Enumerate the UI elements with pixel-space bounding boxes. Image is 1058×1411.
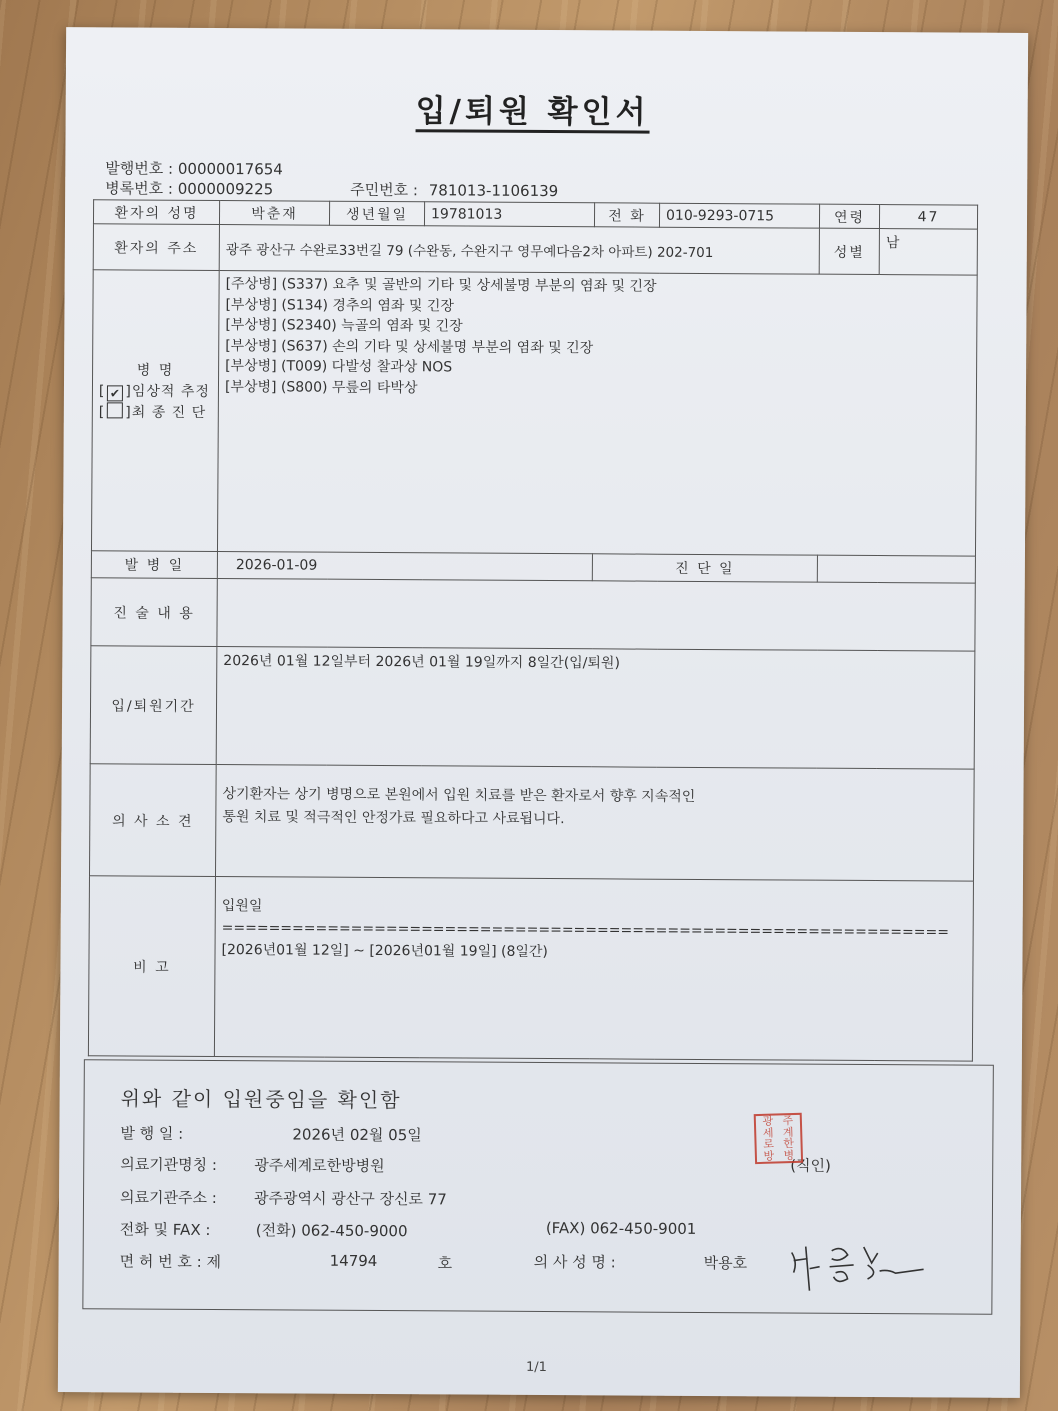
- opinion-line: 통원 치료 및 적극적인 안정가료 필요하다고 사료됩니다.: [222, 809, 565, 828]
- sex-label: 성별: [819, 228, 879, 274]
- age-label: 연령: [819, 204, 879, 228]
- issue-number-value: 00000017654: [177, 159, 283, 179]
- diagnosis-label-cell: [91, 270, 219, 552]
- opinion-label: 의 사 소 견: [89, 764, 216, 877]
- address-label: 환자의 주소: [93, 224, 219, 271]
- seal-char: 광: [762, 1114, 774, 1129]
- sex-value: 남: [879, 229, 977, 276]
- phone-label: 전 화: [594, 203, 659, 227]
- license-label: 면 허 번 호 : 제: [119, 1252, 222, 1272]
- period-label: 입/퇴원기간: [90, 646, 217, 765]
- confirmation-statement: 위와 같이 입원중임을 확인함: [120, 1086, 402, 1113]
- onset-date-value: 2026-01-09: [217, 552, 592, 581]
- final-diagnosis-checkbox: [107, 402, 123, 418]
- issue-date-value: 2026년 02월 05일: [292, 1125, 422, 1145]
- fax: (FAX) 062-450-9001: [545, 1219, 697, 1238]
- document-title: 입/퇴원 확인서: [416, 93, 650, 133]
- diagnosis-date-label: 진 단 일: [592, 554, 817, 582]
- institution-address-label: 의료기관주소 :: [119, 1188, 217, 1208]
- issue-number: [105, 157, 283, 179]
- clinical-estimate-checkbox: ✔: [107, 385, 123, 401]
- period-value: 2026년 01월 12일부터 2026년 01월 19일까지 8일간(입/퇴원): [216, 647, 975, 770]
- resident-number-label: 주민번호 :: [350, 180, 419, 200]
- doctor-signature: [783, 1232, 933, 1295]
- opinion-line: 상기환자는 상기 병명으로 본원에서 입원 치료를 받은 환자로서 향후 지속적인: [222, 786, 696, 805]
- clinical-estimate-option: [ ✔ ]임상적 추정: [98, 383, 211, 401]
- phone-value: 010-9293-0715: [659, 203, 819, 228]
- diagnosis-item: [부상병] (T009) 다발성 찰과상 NOS: [225, 358, 453, 376]
- seal-char: 로: [763, 1137, 775, 1152]
- diagnosis-label: 병 명: [136, 362, 175, 379]
- diagnosis-list: [217, 271, 977, 557]
- telephone: (전화) 062-450-9000: [255, 1221, 408, 1241]
- institution-address: 광주광역시 광산구 장신로 77: [253, 1189, 447, 1209]
- tel-fax-label: 전화 및 FAX :: [119, 1220, 211, 1239]
- record-number-label: 병록번호 :: [105, 179, 174, 198]
- record-number: [105, 177, 273, 199]
- patient-name-label: 환자의 성명: [93, 200, 219, 225]
- diagnosis-item: [부상병] (S2340) 늑골의 염좌 및 긴장: [225, 317, 463, 335]
- diagnosis-item: [부상병] (S637) 손의 기타 및 상세불명 부분의 염좌 및 긴장: [225, 337, 594, 356]
- doctor-name-label: 의 사 성 명 :: [533, 1252, 616, 1272]
- remarks-line: 입원일==============================================================: [221, 898, 950, 941]
- page-number: 1/1: [525, 1359, 547, 1376]
- diagnosis-item: [부상병] (S134) 경추의 염좌 및 긴장: [225, 296, 455, 314]
- confirmation-footer: [82, 1059, 994, 1315]
- document-paper: [58, 27, 1028, 1398]
- age-value: 47: [879, 205, 977, 230]
- statement-value: [217, 579, 975, 652]
- seal-char: 주: [782, 1114, 794, 1128]
- seal-char: 계: [782, 1125, 794, 1140]
- clinical-estimate-label: 임상적 추정: [131, 383, 211, 400]
- statement-label: 진 술 내 용: [91, 578, 217, 647]
- resident-number-value: 781013-1106139: [428, 181, 559, 201]
- dob-value: 19781013: [424, 202, 594, 227]
- diagnosis-item: [주상병] (S337) 요추 및 골반의 기타 및 상세불명 부분의 염좌 및 긴장: [225, 276, 657, 295]
- institution-name: 광주세계로한방병원: [254, 1156, 385, 1176]
- remarks-value: [214, 877, 973, 1062]
- remarks-label: 비 고: [88, 876, 215, 1057]
- onset-date-label: 발 병 일: [91, 551, 217, 579]
- seal-char: 한: [783, 1137, 795, 1151]
- seal-char: 세: [762, 1126, 774, 1140]
- patient-name: 박춘재: [219, 201, 329, 226]
- issue-number-label: 발행번호 :: [105, 159, 174, 178]
- dob-label: 생년월일: [329, 201, 424, 226]
- institution-name-label: 의료기관명칭 :: [120, 1155, 218, 1175]
- final-diagnosis-option: [ ]최 종 진 단: [98, 404, 207, 421]
- seal-note: (직인): [790, 1156, 831, 1175]
- address-value: 광주 광산구 수완로33번길 79 (수완동, 수완지구 영무예다음2차 아파트) 202-701: [219, 225, 819, 275]
- seal-char: 방: [763, 1149, 775, 1163]
- seal-char: 병: [783, 1148, 795, 1163]
- diagnosis-item: [부상병] (S800) 무릎의 타박상: [224, 378, 418, 396]
- patient-form-table: [88, 199, 978, 1061]
- license-suffix: 호: [437, 1254, 453, 1273]
- final-diagnosis-label: 최 종 진 단: [131, 404, 207, 421]
- license-number: 14794: [329, 1251, 378, 1270]
- diagnosis-date-value: [817, 555, 975, 583]
- doctor-name: 박용호: [703, 1253, 748, 1273]
- remarks-line: [2026년01월 12일] ~ [2026년01월 19일] (8일간): [221, 942, 548, 961]
- hospital-seal: [754, 1113, 803, 1164]
- opinion-value: [215, 765, 974, 882]
- record-number-value: 0000009225: [177, 179, 274, 199]
- issue-date-label: 발 행 일 :: [120, 1124, 184, 1143]
- resident-number: [350, 179, 558, 201]
